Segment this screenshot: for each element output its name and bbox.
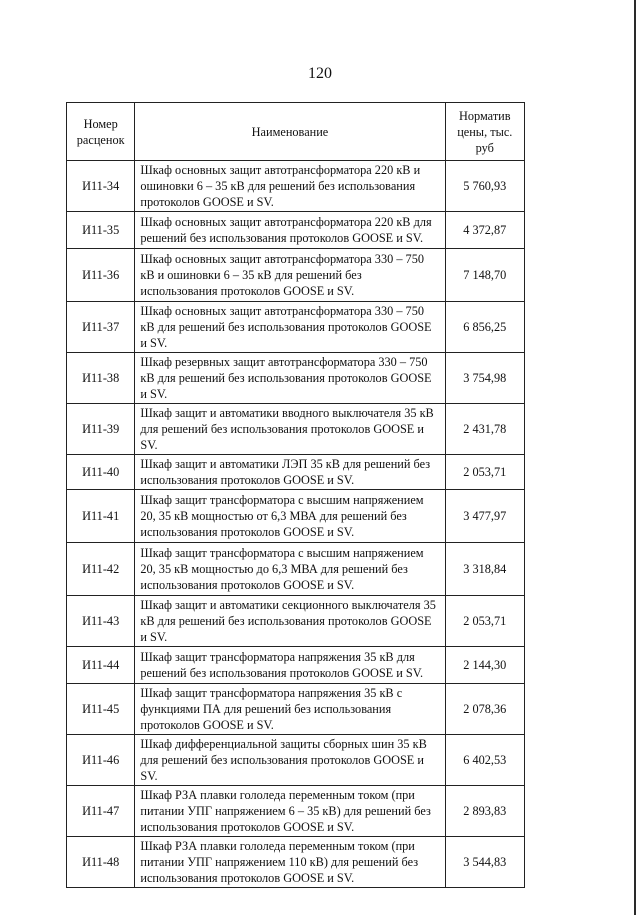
row-name: Шкаф РЗА плавки гололеда переменным током (при питании УПГ напряжением 6 – 35 кВ) для решений без использования протоколов GOOSE и SV.: [135, 786, 445, 837]
row-code: И11-39: [67, 404, 135, 455]
table-row: [67, 212, 525, 249]
page-number: 120: [308, 65, 332, 82]
table-row: [67, 161, 525, 212]
table-row: [67, 490, 525, 543]
row-code: И11-38: [67, 353, 135, 404]
row-code: И11-44: [67, 647, 135, 684]
row-name: Шкаф основных защит автотрансформатора 220 кВ для решений без использования протоколов GOOSE и SV.: [135, 212, 445, 249]
row-code: И11-43: [67, 596, 135, 647]
row-price: 3 318,84: [445, 543, 524, 596]
table-row: [67, 684, 525, 735]
row-price: 5 760,93: [445, 161, 524, 212]
row-code: И11-42: [67, 543, 135, 596]
header-name: Наименование: [135, 103, 445, 161]
row-price: 6 402,53: [445, 735, 524, 786]
table-body: [67, 161, 525, 888]
table-header: [67, 103, 525, 161]
row-price: 2 078,36: [445, 684, 524, 735]
header-price: Норматив цены, тыс. руб: [445, 103, 524, 161]
row-price: 3 477,97: [445, 490, 524, 543]
table-row: [67, 596, 525, 647]
row-code: И11-47: [67, 786, 135, 837]
header-code: Номер расценок: [67, 103, 135, 161]
row-code: И11-46: [67, 735, 135, 786]
row-code: И11-37: [67, 302, 135, 353]
table-row: [67, 735, 525, 786]
table-row: [67, 543, 525, 596]
row-price: 7 148,70: [445, 249, 524, 302]
row-name: Шкаф защит трансформатора с высшим напряжением 20, 35 кВ мощностью от 6,3 МВА для решений без использования протоколов GOOSE и SV.: [135, 490, 445, 543]
row-name: Шкаф защит трансформатора с высшим напряжением 20, 35 кВ мощностью до 6,3 МВА для решений без использования протоколов GOOSE и SV.: [135, 543, 445, 596]
table-row: [67, 455, 525, 490]
row-price: 3 754,98: [445, 353, 524, 404]
price-norms-table: [66, 102, 525, 888]
table-row: [67, 353, 525, 404]
row-name: Шкаф защит и автоматики ЛЭП 35 кВ для решений без использования протоколов GOOSE и SV.: [135, 455, 445, 490]
row-code: И11-45: [67, 684, 135, 735]
row-name: Шкаф РЗА плавки гололеда переменным током (при питании УПГ напряжением 110 кВ) для решений без использования протоколов GOOSE и SV.: [135, 837, 445, 888]
table-row: [67, 786, 525, 837]
header-row: [67, 103, 525, 161]
row-name: Шкаф основных защит автотрансформатора 330 – 750 кВ для решений без использования протоколов GOOSE и SV.: [135, 302, 445, 353]
table-row: [67, 837, 525, 888]
row-price: 3 544,83: [445, 837, 524, 888]
row-name: Шкаф резервных защит автотрансформатора 330 – 750 кВ для решений без использования протоколов GOOSE и SV.: [135, 353, 445, 404]
row-code: И11-36: [67, 249, 135, 302]
row-price: 2 053,71: [445, 596, 524, 647]
row-name: Шкаф защит трансформатора напряжения 35 кВ с функциями ПА для решений без использования протоколов GOOSE и SV.: [135, 684, 445, 735]
row-price: 2 893,83: [445, 786, 524, 837]
row-name: Шкаф защит и автоматики вводного выключателя 35 кВ для решений без использования протоколов GOOSE и SV.: [135, 404, 445, 455]
row-name: Шкаф основных защит автотрансформатора 330 – 750 кВ и ошиновки 6 – 35 кВ для решений без использования протоколов GOOSE и SV.: [135, 249, 445, 302]
row-code: И11-34: [67, 161, 135, 212]
row-name: Шкаф защит трансформатора напряжения 35 кВ для решений без использования протоколов GOOSE и SV.: [135, 647, 445, 684]
row-code: И11-40: [67, 455, 135, 490]
row-price: 2 144,30: [445, 647, 524, 684]
row-price: 2 053,71: [445, 455, 524, 490]
row-code: И11-41: [67, 490, 135, 543]
table-row: [67, 302, 525, 353]
row-name: Шкаф дифференциальной защиты сборных шин 35 кВ для решений без использования протоколов GOOSE и SV.: [135, 735, 445, 786]
table-row: [67, 404, 525, 455]
row-price: 4 372,87: [445, 212, 524, 249]
row-code: И11-48: [67, 837, 135, 888]
table-row: [67, 249, 525, 302]
row-price: 6 856,25: [445, 302, 524, 353]
page-edge: [634, 0, 636, 915]
row-name: Шкаф защит и автоматики секционного выключателя 35 кВ для решений без использования протоколов GOOSE и SV.: [135, 596, 445, 647]
row-name: Шкаф основных защит автотрансформатора 220 кВ и ошиновки 6 – 35 кВ для решений без использования протоколов GOOSE и SV.: [135, 161, 445, 212]
table-row: [67, 647, 525, 684]
row-code: И11-35: [67, 212, 135, 249]
row-price: 2 431,78: [445, 404, 524, 455]
